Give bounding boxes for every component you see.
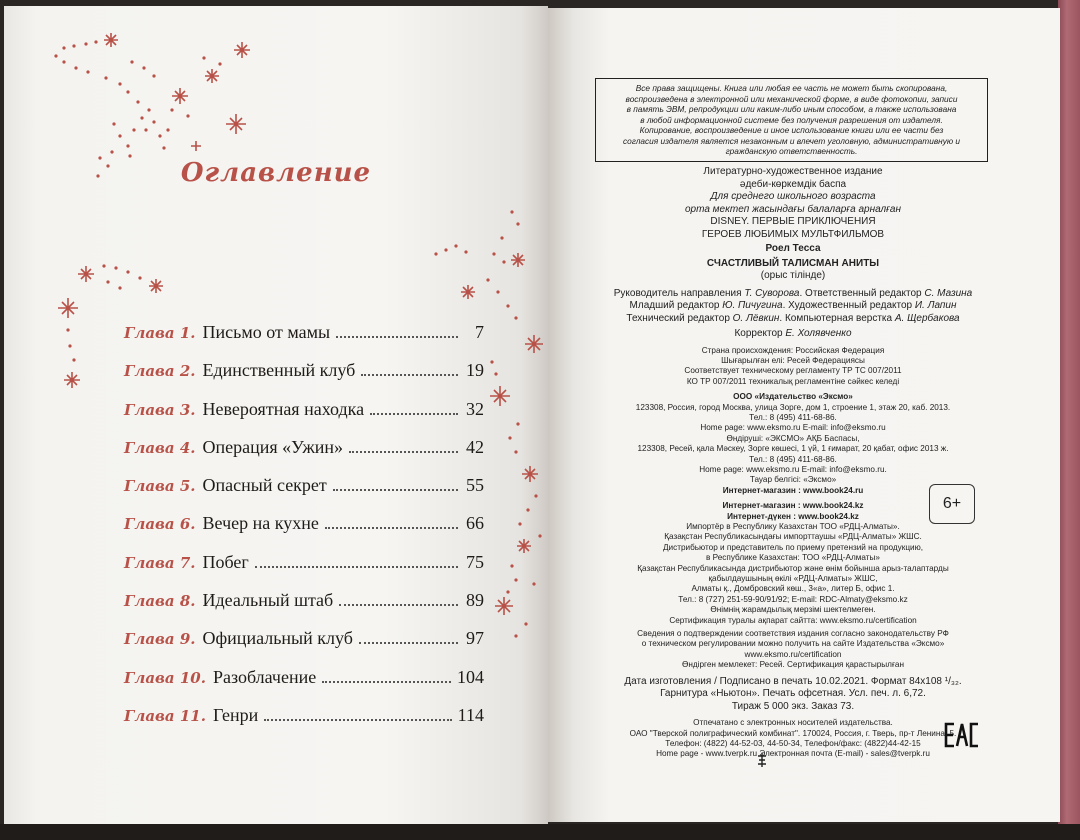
chapter-title: Письмо от мамы [202, 322, 331, 342]
toc-row[interactable] [124, 513, 484, 551]
star-icon [149, 279, 163, 293]
staff-line [578, 300, 1008, 313]
chapter-label: Глава 9. [124, 630, 196, 649]
edition-type-kz: әдеби-көркемдік баспа [739, 178, 847, 190]
star-icon [64, 372, 80, 388]
star-icon [205, 69, 219, 83]
chapter-title: Невероятная находка [202, 398, 365, 419]
shop-kz: Интернет-магазин : www.book24.kz [722, 501, 864, 511]
staff-name: С. Мазина [924, 287, 973, 299]
regulation-2: КО ТР 007/2011 техникалық регламентіне сәйкес келеді [686, 376, 900, 386]
staff-name: Е. Холявченко [785, 328, 852, 339]
brand-kz: Тауар белгісі: «Эксмо» [749, 475, 837, 485]
star-icon [461, 285, 475, 299]
staff-line [578, 288, 1008, 301]
toc-row[interactable] [124, 590, 484, 628]
leader-dots [349, 451, 458, 453]
star-icon [234, 42, 250, 58]
series-line-1: DISNEY. ПЕРВЫЕ ПРИКЛЮЧЕНИЯ [710, 216, 876, 227]
star-icon [490, 386, 510, 406]
chapter-title: Вечер на кухне [202, 513, 319, 534]
toc-row[interactable] [124, 360, 484, 398]
star-icon [522, 466, 538, 482]
conformity-2: о техническом регулировании можно получить на сайте Издательства «Эксмо» [641, 639, 945, 649]
copyright-notice [595, 78, 988, 162]
age-rating-badge: 6+ [929, 484, 975, 524]
staff-role: . Художественный редактор [782, 300, 915, 311]
book-cover-edge [1058, 0, 1080, 840]
publisher-web: Home page: www.eksmo.ru E-mail: info@eksmo.ru [700, 423, 886, 433]
importer: Импортёр в Республику Казахстан ТОО «РДЦ-Алматы». [686, 522, 900, 531]
book-bottom-edge [0, 824, 1080, 840]
audience-kz: орта мектеп жасындағы балаларға арналған [684, 203, 901, 215]
conformity-3: www.eksmo.ru/certification [744, 649, 842, 659]
origin-kz: Шығарылған елі: Ресей Федерациясы [721, 355, 865, 365]
publisher: ООО «Издательство «Эксмо» [733, 392, 853, 402]
printer-3: Телефон: (4822) 44-52-03, 44-50-34, Телефон/факс: (4822)44-42-15 [665, 739, 921, 748]
toc-row[interactable] [124, 322, 484, 360]
made-kz: Өндірген мемлекет: Ресей. Сертификация қарастырылған [681, 660, 905, 670]
staff-role: Младший редактор [629, 300, 723, 311]
chapter-label: Глава 2. [124, 362, 196, 381]
chapter-title: Идеальный штаб [202, 590, 334, 611]
print-details-1: Дата изготовления / Подписано в печать 10.02.2021. Формат 84х108 ¹/₃₂. [624, 675, 962, 687]
expiry-kz: Өнімнің жарамдылық мерзімі шектелмеген. [710, 605, 876, 615]
edition-type: Литературно-художественное издание [703, 166, 883, 177]
notice-line: гражданскую ответственность. [725, 146, 858, 156]
printer-1: Отпечатано с электронных носителей издательства. [693, 718, 893, 728]
chapter-label: Глава 8. [124, 592, 196, 611]
chapter-label: Глава 10. [124, 668, 206, 687]
star-icon [78, 266, 94, 282]
toc-row[interactable] [124, 552, 484, 590]
leader-dots [336, 336, 458, 338]
shop-kz-2: Интернет-дүкен : www.book24.kz [727, 511, 859, 521]
star-icon [517, 539, 531, 553]
star-icon [511, 253, 525, 267]
chapter-title: Единственный клуб [202, 360, 356, 381]
staff-role: . Ответственный редактор [799, 287, 925, 299]
notice-line: Копирование, воспроизведение и иное использование книги или ее части без [639, 125, 944, 135]
print-details-3: Тираж 5 000 экз. Заказ 73. [731, 700, 855, 712]
star-icon [58, 298, 78, 318]
chapter-page: 66 [466, 513, 484, 534]
leader-dots [370, 413, 458, 415]
leader-dots [325, 527, 458, 529]
notice-line: Все права защищены. Книга или любая ее часть не может быть скопирована, [635, 83, 948, 93]
audience: Для среднего школьного возраста [710, 191, 876, 202]
language: (орыс тілінде) [760, 270, 826, 281]
phone-kz: Тел.: 8 (495) 411-68-86. [749, 454, 837, 464]
chapter-title: Опасный секрет [202, 475, 327, 496]
staff-name: И. Лапин [914, 300, 957, 311]
chapter-page: 7 [475, 322, 484, 342]
regulation-1: Соответствует техническому регламенту ТР ТС 007/2011 [684, 366, 902, 376]
left-page [4, 6, 548, 824]
origin: Страна происхождения: Российская Федерация [701, 345, 885, 355]
chapter-page: 19 [466, 360, 484, 381]
chapter-label: Глава 6. [124, 515, 196, 534]
chapter-label: Глава 11. [124, 706, 206, 725]
book-title: СЧАСТЛИВЫЙ ТАЛИСМАН АНИТЫ [706, 257, 880, 269]
staff-name: Ю. Пичугина [722, 300, 783, 311]
chapter-title: Разоблачение [212, 666, 317, 687]
eac-mark-icon [944, 722, 980, 748]
staff-role: Руководитель направления [613, 287, 745, 299]
toc-row[interactable] [124, 705, 484, 743]
toc-row[interactable] [124, 628, 484, 666]
toc-row[interactable] [124, 437, 484, 475]
staff-name: Т. Суворова [744, 287, 800, 299]
chapter-title: Операция «Ужин» [202, 436, 344, 457]
chapter-page: 104 [457, 666, 484, 687]
publisher-address: 123308, Россия, город Москва, улица Зорге, дом 1, строение 1, этаж 20, каб. 2013. [635, 402, 951, 412]
chapter-label: Глава 1. [124, 324, 196, 342]
chapter-title: Побег [202, 551, 249, 572]
toc-row[interactable] [124, 399, 484, 437]
chapter-page: 42 [466, 436, 484, 457]
notice-line: воспроизведена в электронной или механической форме, в виде фотокопии, записи [625, 93, 958, 104]
publisher-logo-icon [756, 752, 768, 768]
distributor-2: в Республике Казахстан: ТОО «РДЦ-Алматы» [706, 553, 880, 563]
chapter-page: 75 [466, 551, 484, 572]
leader-dots [333, 489, 458, 491]
maker-kz: Өндіруші: «ЭКСМО» АҚБ Баспасы, [726, 433, 860, 443]
notice-line: согласия издателя является незаконным и влечет уголовную, административную и [622, 135, 961, 146]
conformity-1: Сведения о подтверждении соответствия издания согласно законодательству РФ [637, 629, 949, 639]
publisher-phone: Тел.: 8 (495) 411-68-86. [749, 412, 837, 422]
staff-role: Технический редактор [626, 312, 733, 324]
almaty-address: Алматы қ., Домбровский көш., 3«а», литер Б, офис 1. [691, 584, 895, 594]
toc-title: Оглавление [180, 158, 372, 188]
chapter-label: Глава 5. [124, 477, 196, 496]
web-kz: Home page: www.eksmo.ru E-mail: info@eksmo.ru. [699, 464, 887, 474]
star-icon [191, 141, 201, 151]
printer-2: ОАО "Тверской полиграфический комбинат". 170024, Россия, г. Тверь, пр-т Ленина, 5. [629, 728, 957, 738]
chapter-label: Глава 4. [124, 438, 196, 457]
chapter-title: Генри [212, 704, 259, 725]
staff-name: О. Лёвкин [732, 312, 780, 324]
leader-dots [339, 604, 458, 606]
imprint-block [578, 166, 1008, 760]
toc-list [124, 322, 484, 743]
leader-dots [322, 681, 451, 683]
staff-name: А. Щербакова [894, 312, 960, 324]
staff-line [578, 328, 1008, 341]
leader-dots [264, 719, 451, 721]
notice-line: в любой информационной системе без получения разрешения от издателя. [640, 114, 943, 125]
shop-ru: Интернет-магазин : www.book24.ru [722, 485, 864, 495]
leader-dots [359, 642, 458, 644]
staff-role: . Компьютерная верстка [779, 312, 895, 324]
star-icon [104, 33, 118, 47]
chapter-page: 32 [466, 398, 484, 419]
chapter-title: Официальный клуб [202, 628, 353, 649]
star-icon [525, 335, 543, 353]
address-kz: 123308, Ресей, қала Мәскеу, Зорге көшесі, 1 үй, 1 ғимарат, 20 қабат, офис 2013 ж. [637, 444, 949, 454]
staff-role: Корректор [734, 328, 786, 339]
star-icon [172, 88, 188, 104]
toc-row[interactable] [124, 667, 484, 705]
series-line-2: ГЕРОЕВ ЛЮБИМЫХ МУЛЬТФИЛЬМОВ [701, 228, 885, 240]
importer-kz: Қазақстан Республикасындағы импорттаушы «РДЦ-Алматы» ЖШС. [664, 532, 922, 542]
certification: Сертификация туралы ақпарат сайтта: www.eksmo.ru/certification [669, 615, 917, 625]
star-icon [226, 114, 246, 134]
distributor-1: Дистрибьютор и представитель по приему претензий на продукцию, [663, 542, 923, 552]
toc-row[interactable] [124, 475, 484, 513]
almaty-phone: Тел.: 8 (727) 251-59-90/91/92; E-mail: RDC-Almaty@eksmo.kz [678, 594, 908, 604]
leader-dots [361, 374, 458, 376]
distributor-kz-2: қабылдаушының өкілі «РДЦ-Алматы» ЖШС, [708, 574, 878, 584]
distributor-kz-1: Қазақстан Республикасында дистрибьютор және өнім бойынша арыз-талаптарды [637, 563, 949, 573]
printer-4: Home page - www.tverpk.ru Электронная почта (E-mail) - sales@tverpk.ru [656, 749, 930, 759]
staff-line [578, 313, 1008, 326]
chapter-page: 89 [466, 590, 484, 611]
print-details-2: Гарнитура «Ньютон». Печать офсетная. Усл. печ. л. 6,72. [660, 688, 926, 700]
star-icon [495, 597, 513, 615]
chapter-label: Глава 3. [124, 400, 196, 419]
chapter-label: Глава 7. [124, 553, 196, 572]
chapter-page: 114 [457, 704, 484, 725]
chapter-page: 55 [466, 475, 484, 496]
leader-dots [255, 566, 458, 568]
chapter-page: 97 [466, 628, 484, 649]
author: Роел Тесса [765, 243, 821, 254]
notice-line: в память ЭВМ, репродукции или каким-либо иным способом, а также использована [626, 104, 957, 114]
